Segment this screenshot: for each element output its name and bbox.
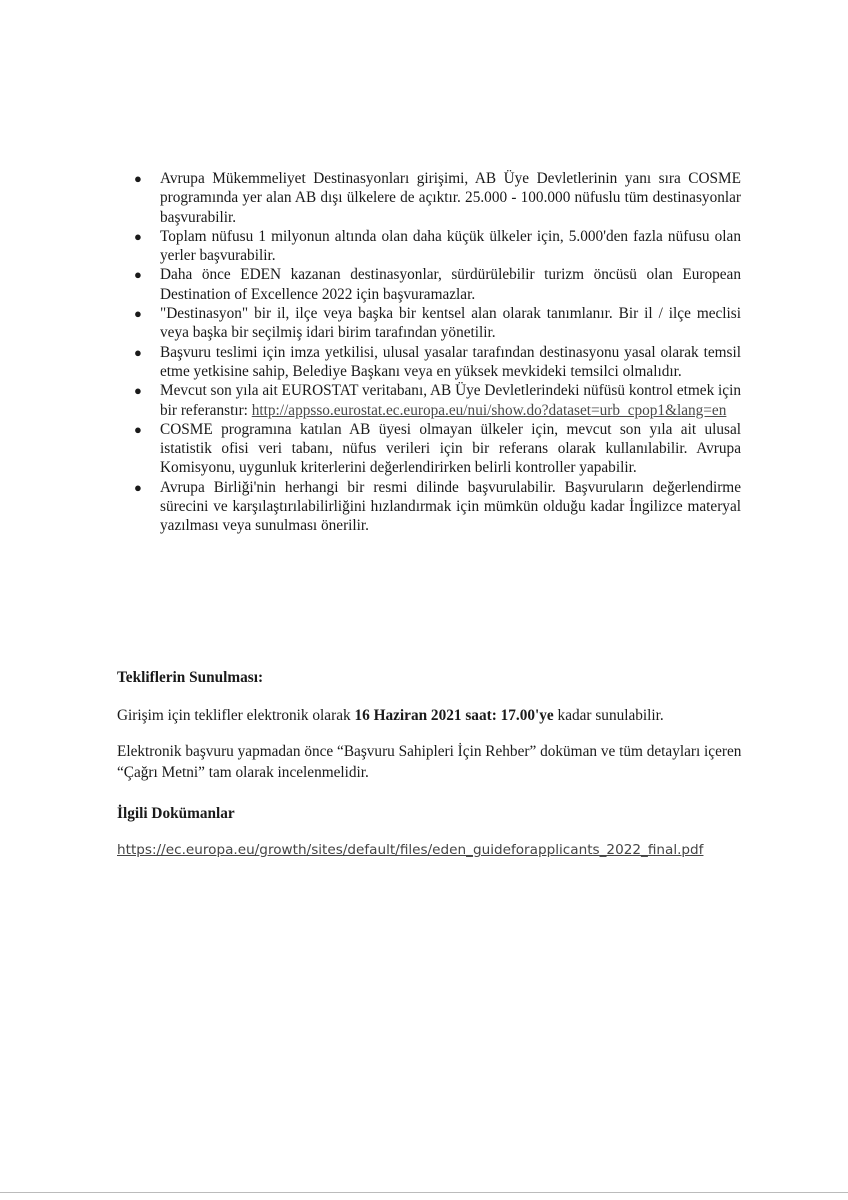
bullet-icon: ●	[134, 267, 142, 283]
bullet-text: Toplam nüfusu 1 milyonun altında olan daha küçük ülkeler için, 5.000'den fazla nüfusu olan yerler başvurabilir.	[160, 227, 741, 265]
documents-heading: İlgili Dokümanlar	[117, 805, 235, 822]
deadline-text-after: kadar sunulabilir.	[553, 707, 664, 724]
bullet-icon: ●	[134, 228, 142, 244]
bullet-text	[160, 381, 741, 420]
submission-deadline-paragraph	[117, 705, 757, 726]
bullet-icon: ●	[134, 171, 142, 186]
bullet-item	[117, 227, 741, 266]
bullet-item	[117, 420, 741, 478]
bullet-icon: ●	[134, 383, 142, 399]
bullet-item	[117, 478, 741, 536]
bullet-text: Daha önce EDEN kazanan destinasyonlar, sürdürülebilir turizm öncüsü olan European Destination of Excellence 2022 için başvuramazlar.	[160, 266, 741, 303]
submission-heading: Tekliflerin Sunulması:	[117, 669, 264, 686]
deadline-date: 16 Haziran 2021 saat: 17.00'ye	[354, 707, 554, 724]
bullet-item	[117, 381, 741, 420]
eurostat-link[interactable]: http://appsso.eurostat.ec.europa.eu/nui/show.do?dataset=urb_cpop1&lang=en	[251, 401, 727, 419]
bullet-item	[117, 169, 741, 227]
submission-guide-paragraph: Elektronik başvuru yapmadan önce “Başvuru Sahipleri İçin Rehber” doküman ve tüm detayları içeren “Çağrı Metni” tam olarak incelenmelidir.	[117, 743, 742, 781]
eurostat-text: Mevcut son yıla ait EUROSTAT veritabanı, AB Üye Devletlerindeki nüfüsü kontrol etmek için bir referanstır:	[160, 382, 741, 419]
bullet-item	[117, 304, 741, 343]
bullet-item	[117, 343, 741, 382]
deadline-text-before: Girişim için teklifler elektronik olarak	[117, 707, 355, 724]
bullet-text: Başvuru teslimi için imza yetkilisi, ulusal yasalar tarafından destinasyonu yasal olarak temsil etme yetkisine sahip, Belediye Başkanı veya en yüksek mevkideki temsilci olmalıdır.	[160, 343, 741, 380]
guide-pdf-link[interactable]: https://ec.europa.eu/growth/sites/default/files/eden_guideforapplicants_2022_final.pdf	[117, 842, 704, 858]
bullet-text: Avrupa Birliği'nin herhangi bir resmi dilinde başvurulabilir. Başvuruların değerlendirme sürecini ve karşılaştırılabilirliğini hızlandırmak için mümkün olduğu kadar İngilizce materyal yazılması veya sunulması önerilir.	[160, 478, 741, 535]
bullet-icon: ●	[134, 421, 142, 437]
bullet-icon: ●	[134, 344, 142, 360]
bullet-icon: ●	[134, 306, 142, 322]
bullet-text: COSME programına katılan AB üyesi olmayan ülkeler için, mevcut son yıla ait ulusal istatistik ofisi veri tabanı, nüfus verileri için bir referans olarak kullanılabilir. Avrupa Komisyonu, uygunluk kriterlerini değerlendirirken belirli kontroller yapabilir.	[160, 420, 741, 477]
bottom-divider	[0, 1192, 848, 1193]
bullet-item	[117, 265, 741, 304]
bullet-text: "Destinasyon" bir il, ilçe veya başka bir kentsel alan olarak tanımlanır. Bir il / ilçe meclisi veya başka bir seçilmiş idari birim tarafından yönetilir.	[160, 305, 741, 342]
bullet-icon: ●	[134, 479, 142, 495]
eligibility-bullet-list	[117, 169, 741, 536]
bullet-text: Avrupa Mükemmeliyet Destinasyonları girişimi, AB Üye Devletlerinin yanı sıra COSME programında yer alan AB dışı ülkelere de açıktır. 25.000 - 100.000 nüfuslu tüm destinasyonlar başvurabilir.	[160, 170, 741, 226]
